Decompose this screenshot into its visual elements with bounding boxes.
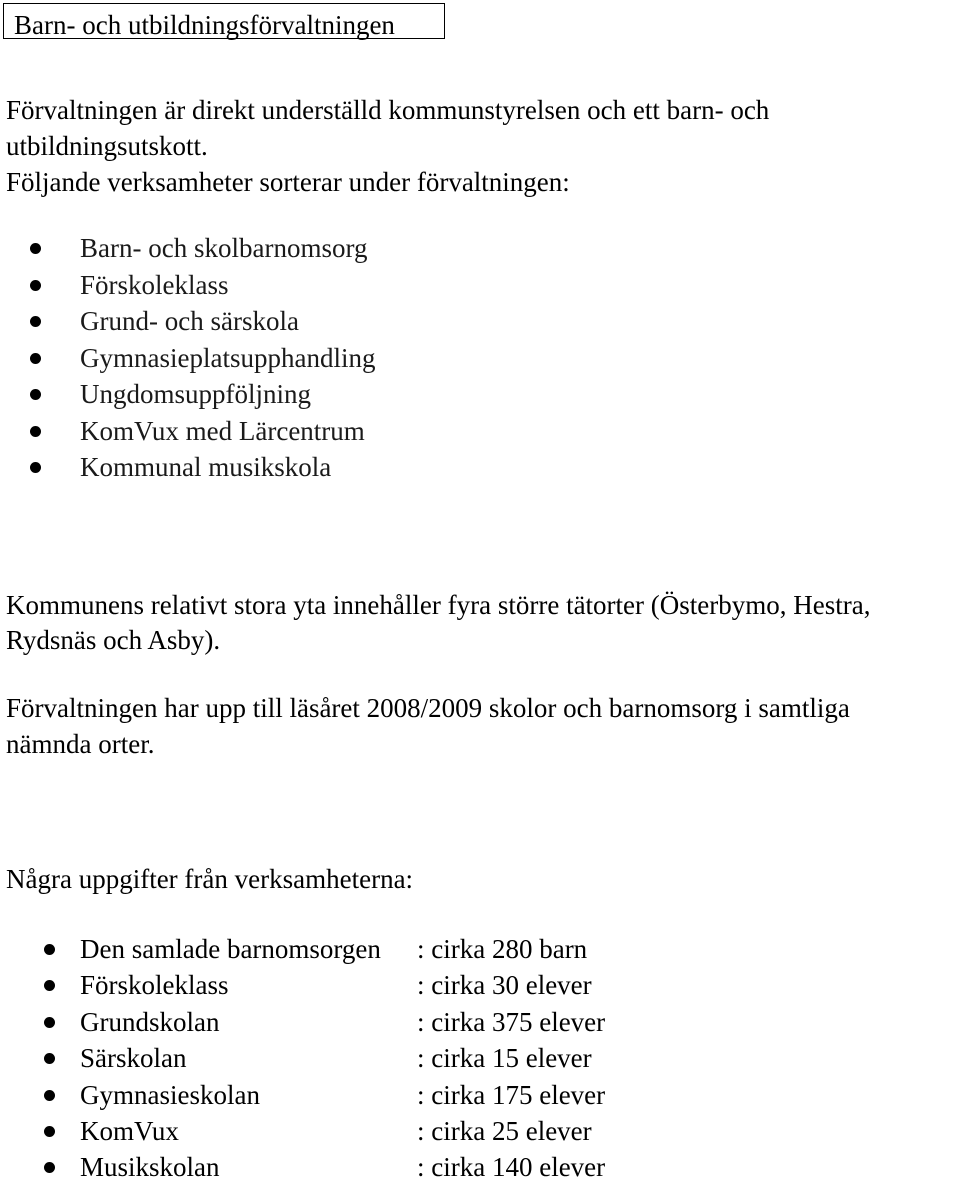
bullet-icon [30,389,41,400]
bullet-icon [44,944,55,955]
fact-label: Grundskolan [80,1007,220,1037]
paragraph-1-line-1: Kommunens relativt stora yta innehåller fyra större tätorter (Österbymo, Hestra, [6,590,871,620]
activity-label: Grund- och särskola [80,306,299,336]
bullet-icon [44,1126,55,1137]
title-box [3,3,445,39]
bullet-icon [44,1162,55,1173]
intro-line-1: Förvaltningen är direkt underställd kommunstyrelsen och ett barn- och [6,95,770,125]
paragraph-1-line-2: Rydsnäs och Asby). [6,625,221,655]
bullet-icon [30,353,41,364]
fact-value: : cirka 15 elever [417,1043,592,1073]
activity-label: Förskoleklass [80,270,229,300]
page-title: Barn- och utbildningsförvaltningen [14,10,395,40]
activity-label: KomVux med Lärcentrum [80,416,365,446]
activity-label: Ungdomsuppföljning [80,379,312,409]
facts-heading: Några uppgifter från verksamheterna: [6,864,414,894]
bullet-icon [44,1090,55,1101]
bullet-icon [44,980,55,991]
fact-label: Särskolan [80,1043,187,1073]
bullet-icon [30,243,41,254]
bullet-icon [44,1017,55,1028]
bullet-icon [30,280,41,291]
fact-value: : cirka 375 elever [417,1007,606,1037]
paragraph-2-line-1: Förvaltningen har upp till läsåret 2008/2009 skolor och barnomsorg i samtliga [6,693,850,723]
fact-label: KomVux [80,1116,179,1146]
fact-value: : cirka 30 elever [417,970,592,1000]
fact-value: : cirka 175 elever [417,1080,606,1110]
activity-label: Barn- och skolbarnomsorg [80,233,368,263]
fact-value: : cirka 280 barn [417,934,588,964]
fact-label: Musikskolan [80,1152,220,1182]
bullet-icon [30,316,41,327]
fact-label: Gymnasieskolan [80,1080,260,1110]
fact-label: Förskoleklass [80,970,229,1000]
bullet-icon [30,426,41,437]
fact-value: : cirka 140 elever [417,1152,606,1182]
intro-line-3: Följande verksamheter sorterar under förvaltningen: [6,167,570,197]
paragraph-2-line-2: nämnda orter. [6,729,155,759]
activity-label: Kommunal musikskola [80,452,332,482]
bullet-icon [44,1053,55,1064]
fact-label: Den samlade barnomsorgen [80,934,381,964]
intro-line-2: utbildningsutskott. [6,131,208,161]
activity-label: Gymnasieplatsupphandling [80,343,376,373]
bullet-icon [30,462,41,473]
fact-value: : cirka 25 elever [417,1116,592,1146]
